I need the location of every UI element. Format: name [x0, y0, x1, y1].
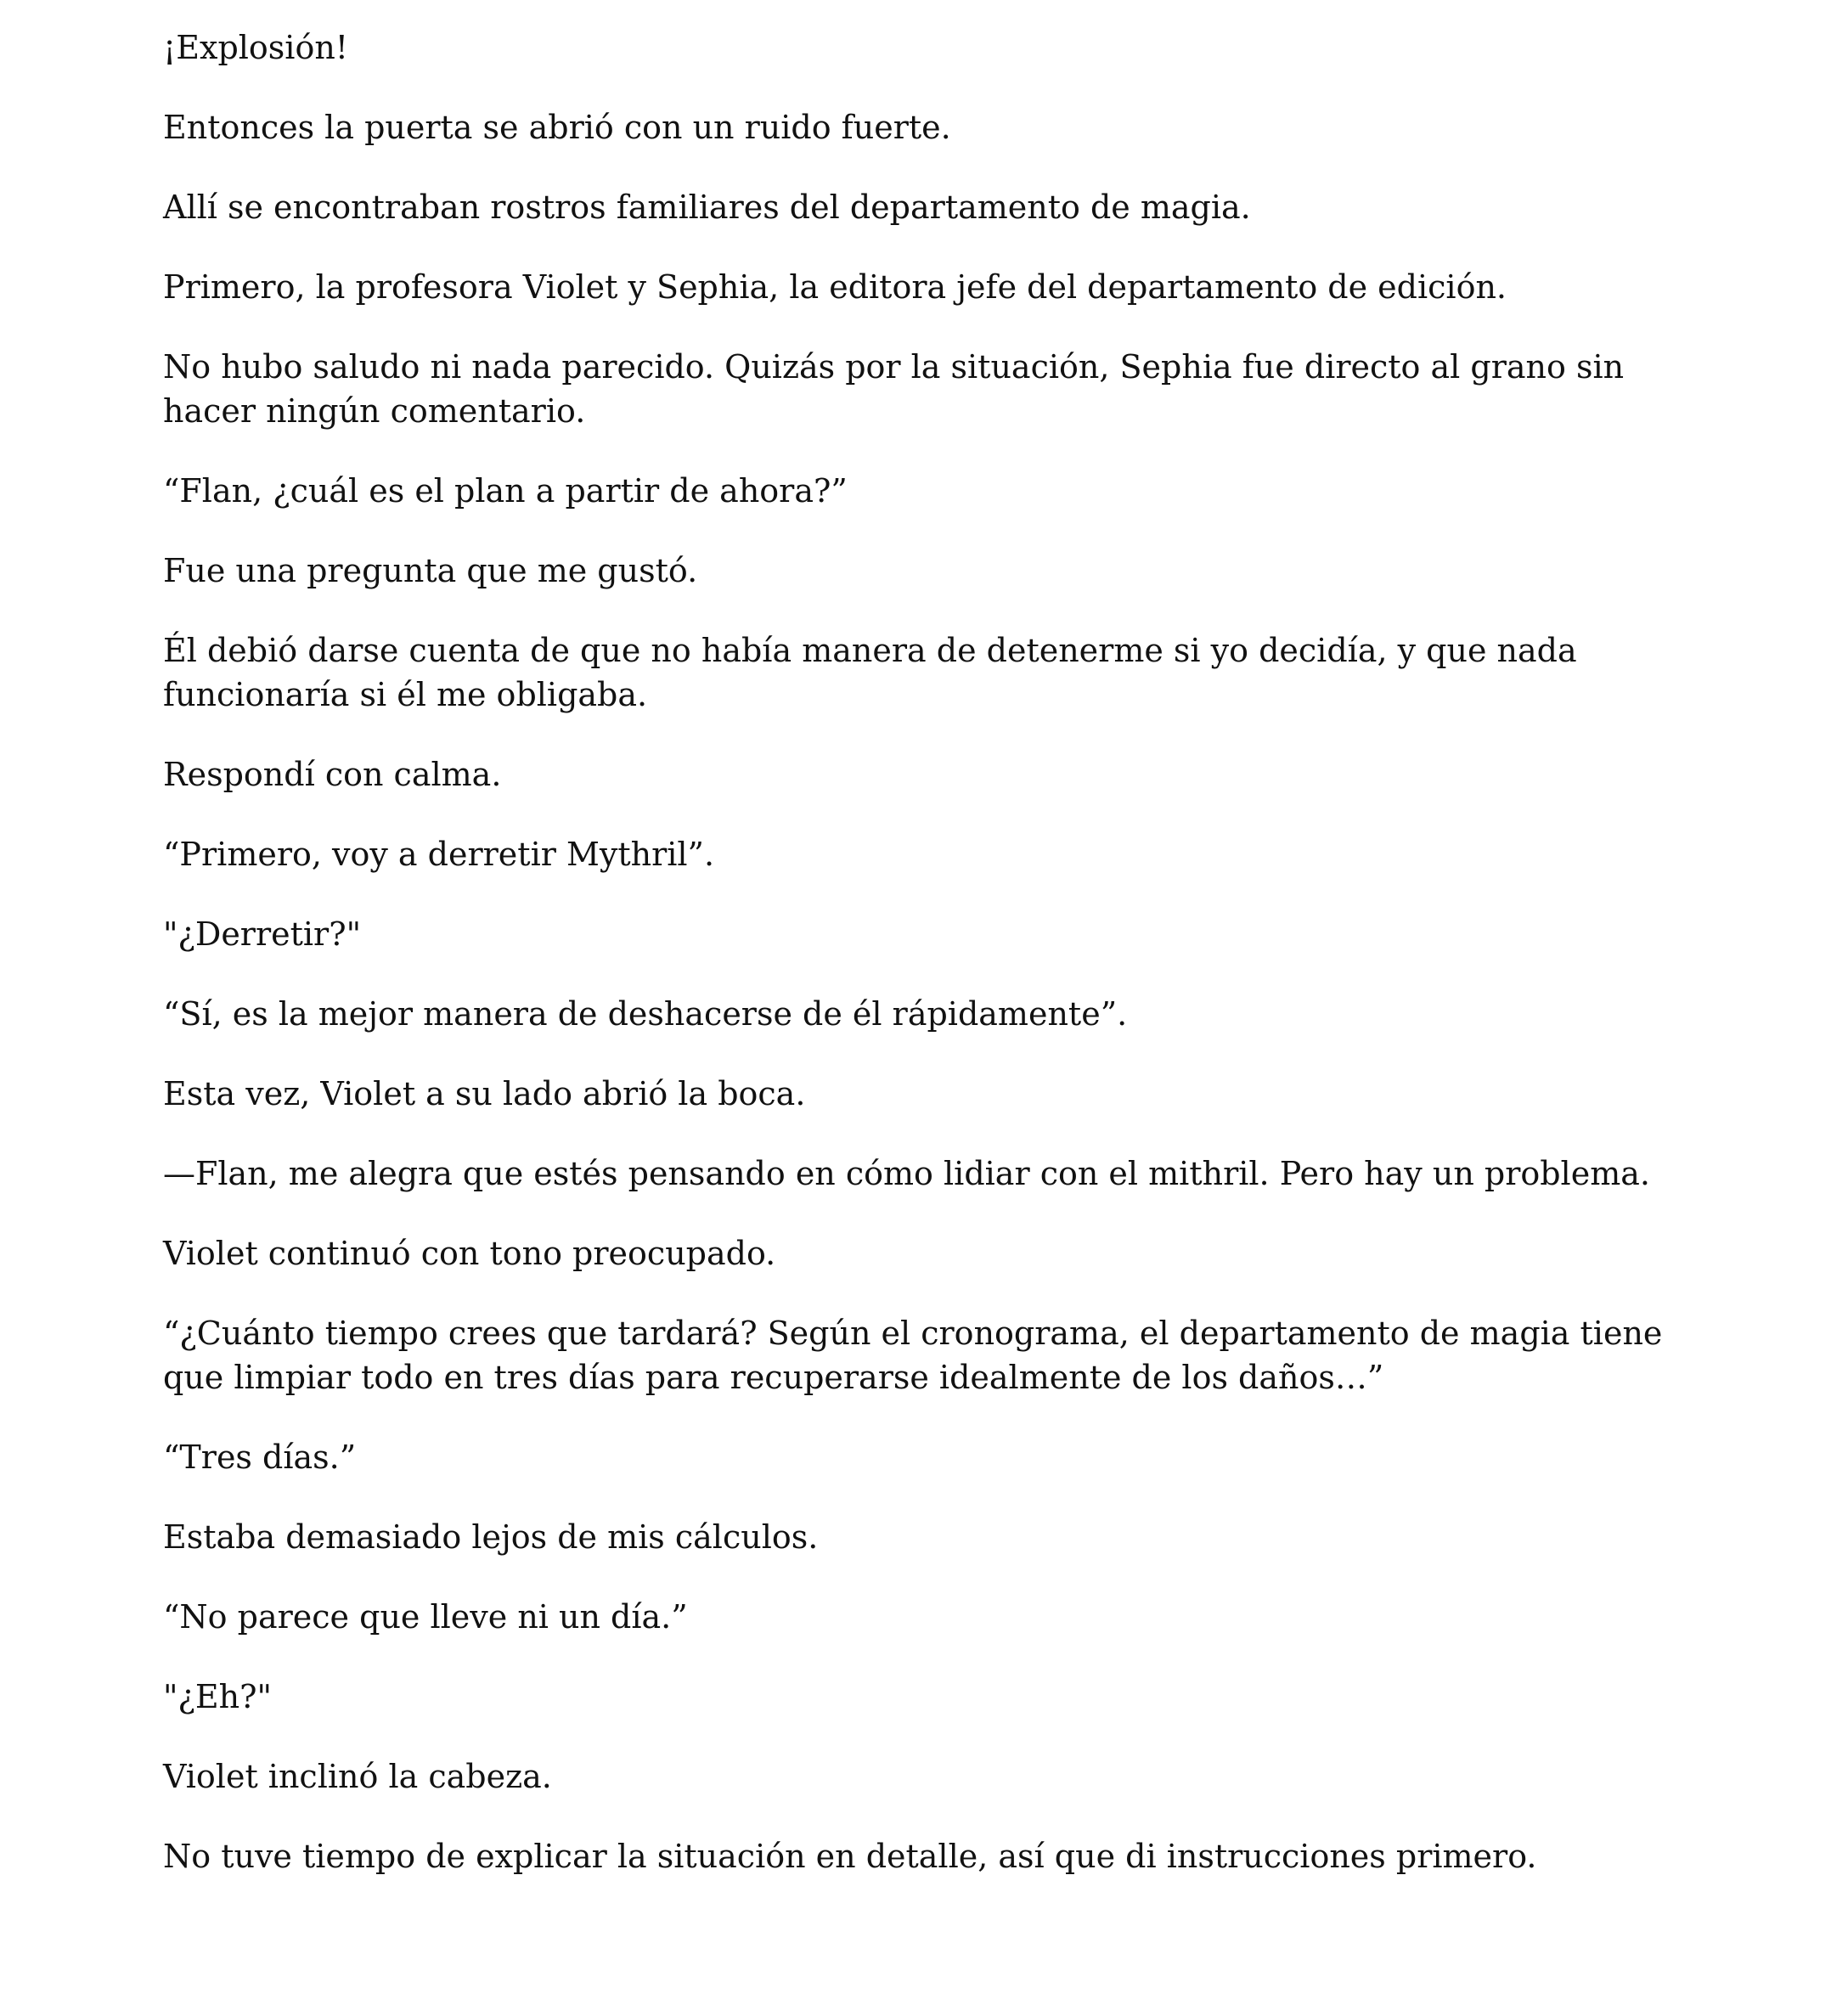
paragraph-18: Estaba demasiado lejos de mis cálculos. — [163, 1518, 819, 1556]
paragraph-14: —Flan, me alegra que estés pensando en cómo lidiar con el mithril. Pero hay un problema. — [163, 1155, 1650, 1192]
paragraph-3: Allí se encontraban rostros familiares del departamento de magia. — [163, 189, 1251, 226]
paragraph-21: Violet inclinó la cabeza. — [163, 1758, 552, 1795]
paragraph-2: Entonces la puerta se abrió con un ruido fuerte. — [163, 109, 951, 146]
paragraph-12: “Sí, es la mejor manera de deshacerse de él rápidamente”. — [163, 995, 1128, 1033]
paragraph-20: "¿Eh?" — [163, 1678, 272, 1715]
paragraph-10: “Primero, voy a derretir Mythril”. — [163, 836, 715, 873]
paragraph-16: “¿Cuánto tiempo crees que tardará? Según el cronograma, el departamento de magia tiene que limpiar todo en tres días para recuperarse idealmente de los daños…” — [163, 1315, 1663, 1396]
paragraph-19: “No parece que lleve ni un día.” — [163, 1598, 688, 1636]
paragraph-7: Fue una pregunta que me gustó. — [163, 552, 698, 589]
paragraph-1: ¡Explosión! — [163, 29, 349, 66]
paragraph-17: “Tres días.” — [163, 1439, 357, 1476]
paragraph-8: Él debió darse cuenta de que no había manera de detenerme si yo decidía, y que nada funcionaría si él me obligaba. — [163, 632, 1577, 713]
paragraph-9: Respondí con calma. — [163, 756, 502, 793]
paragraph-6: “Flan, ¿cuál es el plan a partir de ahora?” — [163, 472, 848, 510]
paragraph-4: Primero, la profesora Violet y Sephia, la editora jefe del departamento de edición. — [163, 268, 1507, 306]
document-page — [163, 25, 1692, 1914]
paragraph-22: No tuve tiempo de explicar la situación en detalle, así que di instrucciones primero. — [163, 1838, 1537, 1875]
paragraph-15: Violet continuó con tono preocupado. — [163, 1235, 776, 1272]
paragraph-13: Esta vez, Violet a su lado abrió la boca. — [163, 1075, 806, 1112]
paragraph-11: "¿Derretir?" — [163, 915, 362, 953]
paragraph-5: No hubo saludo ni nada parecido. Quizás por la situación, Sephia fue directo al grano sin hacer ningún comentario. — [163, 348, 1625, 430]
